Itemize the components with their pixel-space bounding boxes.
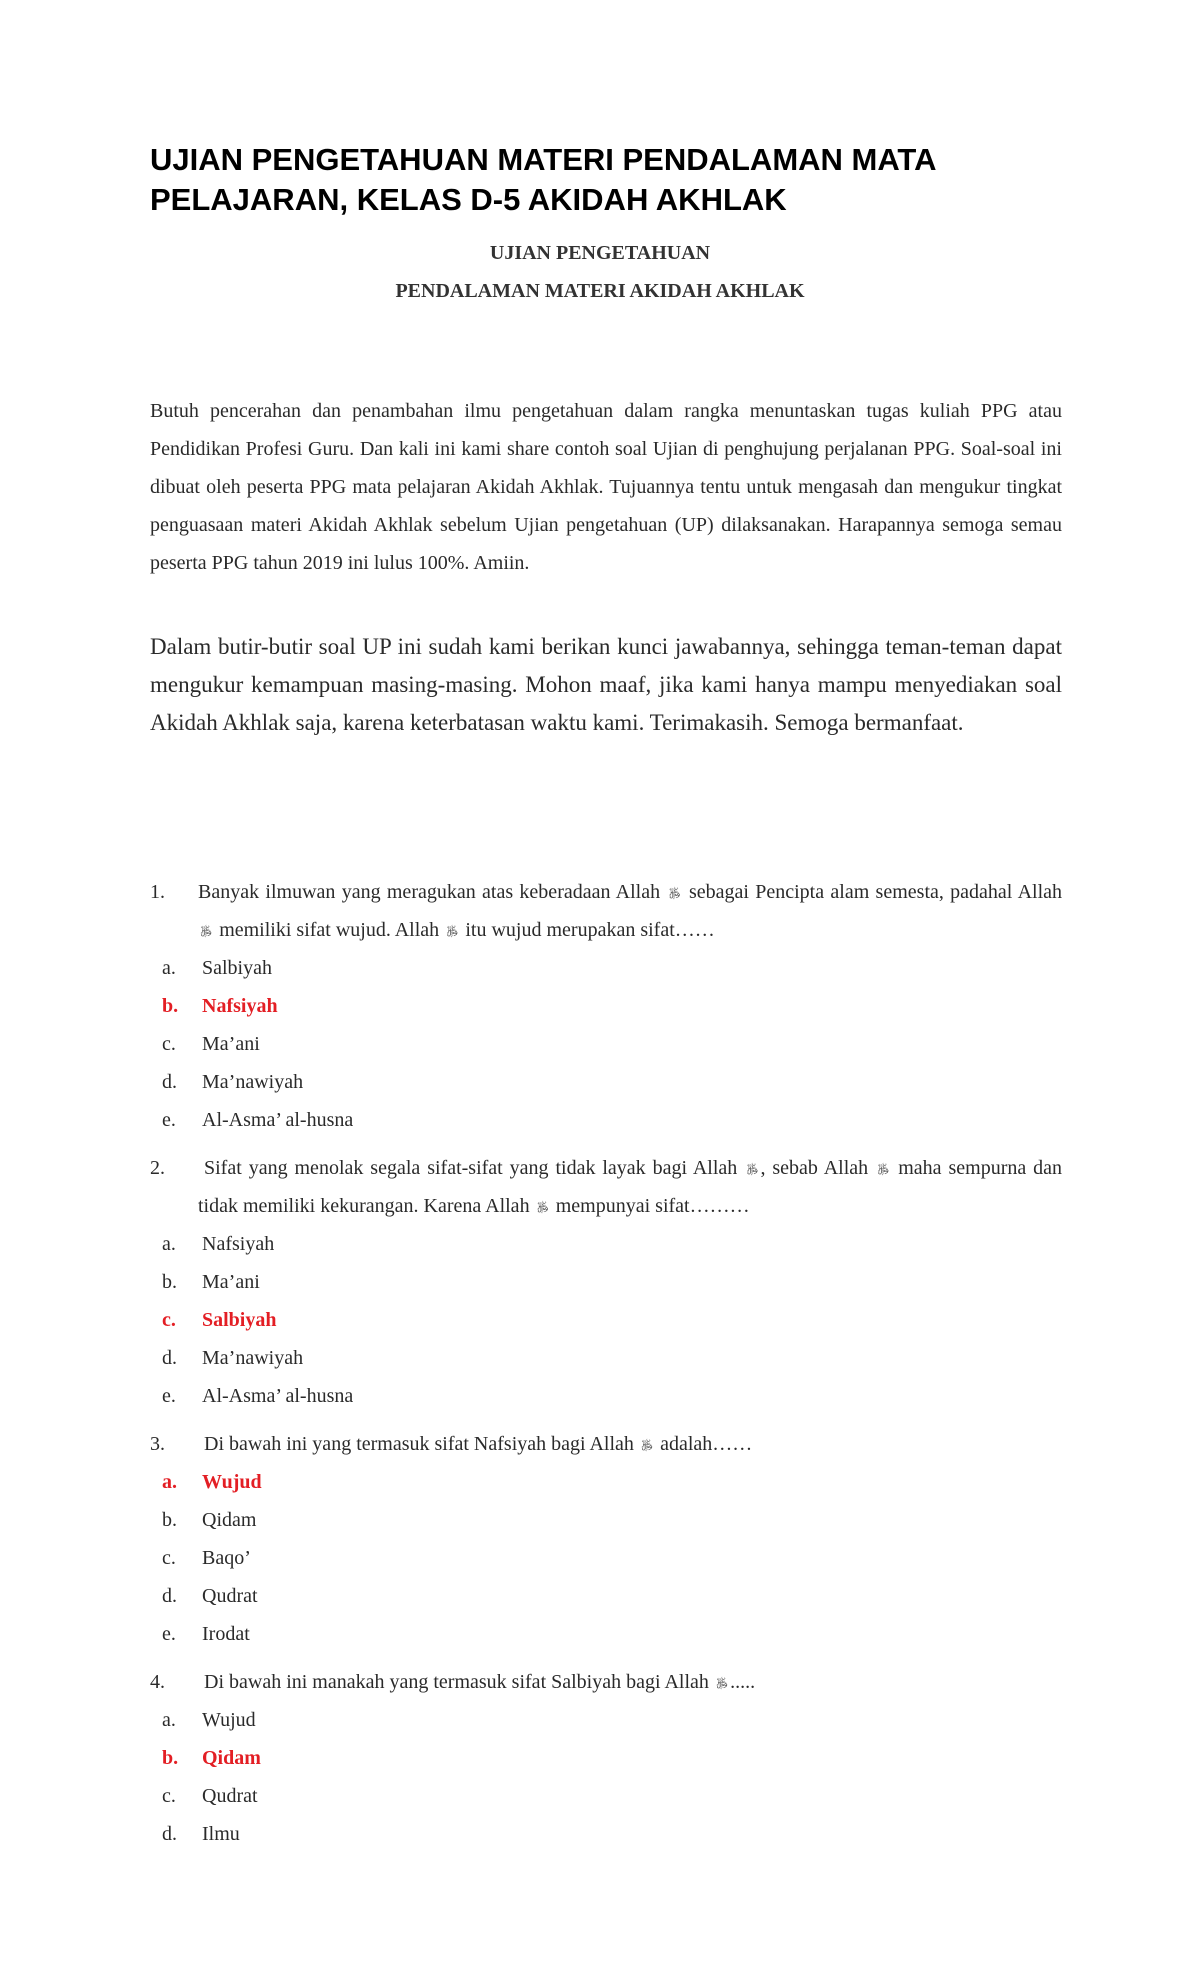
option-letter: c. (162, 1309, 176, 1331)
question-text-part: mempunyai sifat……… (555, 1195, 750, 1217)
option-2b[interactable] (150, 1263, 260, 1301)
intro-paragraph-answer-key: Dalam butir-butir soal UP ini sudah kami berikan kunci jawabannya, sehingga teman-teman dapat mengukur kemampuan masing-masing. Mohon maaf, jika kami hanya mampu menyediakan soal Akidah Akhlak saja, karena keterbatasan waktu kami. Terimakasih. Semoga bermanfaat. (150, 634, 1062, 735)
swt-honorific-icon: ﷿ (446, 924, 459, 936)
question-text-part: sebagai Pencipta alam semesta, padahal Allah (688, 881, 1063, 903)
question-text-part: ..... (730, 1671, 756, 1693)
option-text: Nafsiyah (202, 995, 278, 1017)
swt-honorific-icon: ﷿ (640, 1438, 654, 1450)
option-letter: e. (162, 1623, 176, 1645)
option-letter: a. (162, 1709, 176, 1731)
option-text: Ma’ani (202, 1033, 260, 1055)
question-number: 1. (150, 881, 165, 903)
option-2e[interactable] (150, 1377, 353, 1415)
swt-honorific-icon: ﷿ (536, 1200, 549, 1212)
option-3d[interactable] (150, 1577, 258, 1615)
option-letter: d. (162, 1585, 177, 1607)
option-letter: c. (162, 1033, 176, 1055)
option-4b-correct-answer[interactable] (150, 1739, 261, 1777)
swt-honorific-icon: ﷿ (746, 1162, 759, 1174)
swt-honorific-icon: ﷿ (200, 924, 213, 936)
option-text: Qudrat (202, 1785, 258, 1807)
option-letter: e. (162, 1109, 176, 1131)
question-text-part: Di bawah ini manakah yang termasuk sifat Salbiyah bagi Allah (204, 1671, 709, 1693)
option-text: Al-Asma’ al-husna (202, 1109, 354, 1131)
option-letter: c. (162, 1785, 176, 1807)
question-text-part: maha sempurna dan tidak memiliki kekurangan. Karena Allah (198, 1157, 1063, 1217)
option-2c-correct-answer[interactable] (150, 1301, 276, 1339)
swt-honorific-icon: ﷿ (668, 886, 681, 898)
option-2d[interactable] (150, 1339, 303, 1377)
swt-honorific-icon: ﷿ (715, 1676, 729, 1688)
option-letter: b. (162, 1747, 179, 1769)
option-letter: b. (162, 1271, 177, 1293)
question-text (204, 1663, 1062, 1701)
option-1a[interactable] (150, 949, 272, 987)
option-4a[interactable] (150, 1701, 256, 1739)
option-text: Baqo’ (202, 1547, 251, 1569)
option-text: Ma’ani (202, 1271, 260, 1293)
question-2 (150, 1149, 1062, 1225)
question-1 (150, 873, 1062, 949)
option-3b[interactable] (150, 1501, 256, 1539)
option-letter: d. (162, 1071, 177, 1093)
question-text-part: Di bawah ini yang termasuk sifat Nafsiyah bagi Allah (204, 1433, 634, 1455)
subtitle-exam: UJIAN PENGETAHUAN (489, 242, 711, 264)
option-text: Qidam (202, 1509, 257, 1531)
question-number: 4. (150, 1671, 165, 1693)
question-text-part: Sifat yang menolak segala sifat-sifat yang tidak layak bagi Allah (204, 1157, 738, 1179)
option-1c[interactable] (150, 1025, 260, 1063)
subtitle-material: PENDALAMAN MATERI AKIDAH AKHLAK (395, 280, 805, 302)
option-1e[interactable] (150, 1101, 353, 1139)
question-text (204, 1425, 1062, 1463)
option-3e[interactable] (150, 1615, 250, 1653)
option-1d[interactable] (150, 1063, 303, 1101)
question-number: 2. (150, 1157, 165, 1179)
option-text: Salbiyah (202, 1309, 277, 1331)
question-4 (150, 1663, 1062, 1701)
option-letter: b. (162, 1509, 177, 1531)
question-text (198, 1149, 1062, 1225)
option-2a[interactable] (150, 1225, 274, 1263)
option-letter: d. (162, 1347, 177, 1369)
option-text: Irodat (202, 1623, 250, 1645)
option-text: Al-Asma’ al-husna (202, 1385, 354, 1407)
document-title: UJIAN PENGETAHUAN MATERI PENDALAMAN MATA PELAJARAN, KELAS D-5 AKIDAH AKHLAK (150, 142, 936, 217)
option-letter: a. (162, 1233, 176, 1255)
option-4c[interactable] (150, 1777, 258, 1815)
option-3c[interactable] (150, 1539, 251, 1577)
option-1b-correct-answer[interactable] (150, 987, 278, 1025)
option-text: Qudrat (202, 1585, 258, 1607)
option-letter: c. (162, 1547, 176, 1569)
intro-paragraph: Butuh pencerahan dan penambahan ilmu pengetahuan dalam rangka menuntaskan tugas kuliah PPG atau Pendidikan Profesi Guru. Dan kali ini kami share contoh soal Ujian di penghujung perjalanan PPG. Soal-soal ini dibuat oleh peserta PPG mata pelajaran Akidah Akhlak. Tujuannya tentu untuk mengasah dan mengukur tingkat penguasaan materi Akidah Akhlak sebelum Ujian pengetahuan (UP) dilaksanakan. Harapannya semoga semau peserta PPG tahun 2019 ini lulus 100%. Amiin. (150, 400, 1062, 574)
question-text-part: itu wujud merupakan sifat…… (465, 919, 715, 941)
option-3a-correct-answer[interactable] (150, 1463, 262, 1501)
question-text-part: Banyak ilmuwan yang meragukan atas keberadaan Allah (198, 881, 661, 903)
swt-honorific-icon: ﷿ (877, 1162, 890, 1174)
option-letter: d. (162, 1823, 177, 1845)
option-text: Nafsiyah (202, 1233, 275, 1255)
question-number: 3. (150, 1433, 165, 1455)
option-letter: a. (162, 957, 176, 979)
option-letter: b. (162, 995, 179, 1017)
option-text: Ilmu (202, 1823, 240, 1845)
question-text-part: memiliki sifat wujud. Allah (219, 919, 440, 941)
question-text-part: , sebab Allah (760, 1157, 869, 1179)
option-text: Wujud (202, 1471, 262, 1493)
question-3 (150, 1425, 1062, 1463)
option-text: Ma’nawiyah (202, 1071, 304, 1093)
option-text: Ma’nawiyah (202, 1347, 304, 1369)
option-text: Qidam (202, 1747, 261, 1769)
question-text-part: adalah…… (660, 1433, 753, 1455)
option-letter: a. (162, 1471, 177, 1493)
question-text (198, 873, 1062, 949)
option-4d[interactable] (150, 1815, 240, 1853)
option-letter: e. (162, 1385, 176, 1407)
option-text: Wujud (202, 1709, 256, 1731)
option-text: Salbiyah (202, 957, 272, 979)
